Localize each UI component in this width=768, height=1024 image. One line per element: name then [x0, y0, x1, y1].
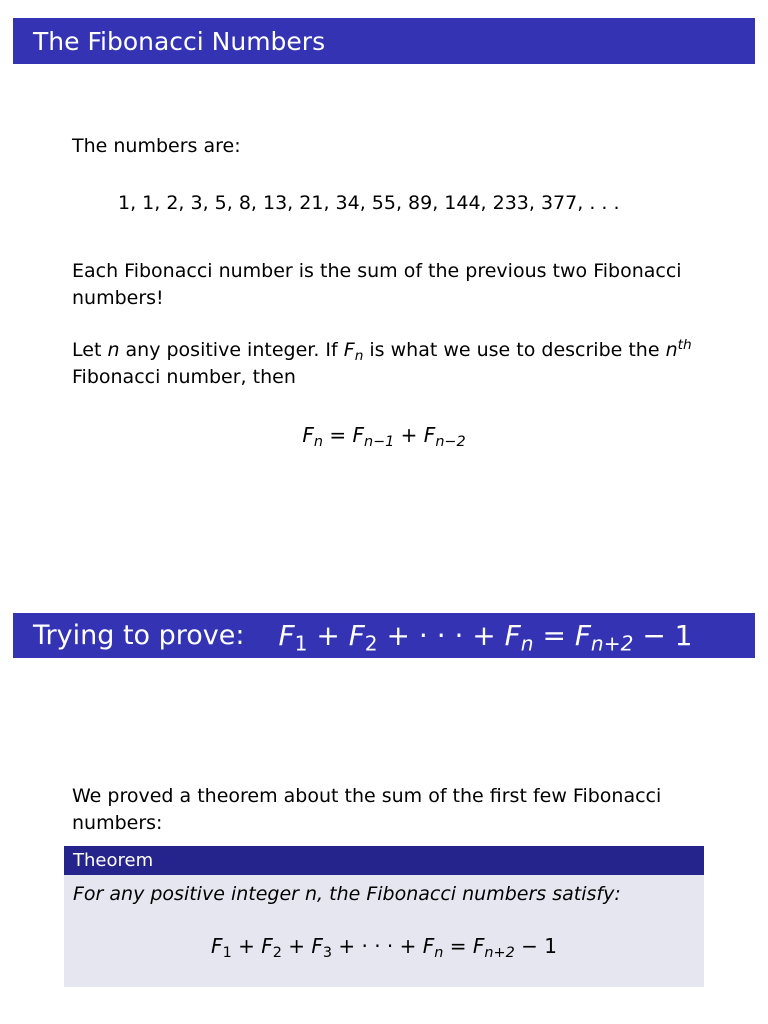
slide1-title: The Fibonacci Numbers	[33, 26, 326, 56]
slide2-title: Trying to prove:	[33, 620, 245, 651]
theorem-intro: We proved a theorem about the sum of the first few Fibonacci numbers:	[72, 785, 662, 834]
recurrence-formula: $F_n = F_{n-1} + F_{n-2}$	[302, 423, 466, 451]
theorem-block	[64, 846, 704, 987]
slide2-title-formula: $F_1 + F_2$ + · · · + $F_n = F_{n+2} - 1$	[278, 619, 693, 656]
theorem-equation: $F_1 + F_2 + F_3$ + · · · + $F_n = F_{n+2} - 1$	[211, 934, 557, 962]
fibonacci-sequence: 1, 1, 2, 3, 5, 8, 13, 21, 34, 55, 89, 144, 233, 377, . . .	[118, 192, 620, 214]
sum-description: Each Fibonacci number is the sum of the previous two Fibonacci numbers!	[72, 260, 682, 309]
numbers-intro: The numbers are:	[72, 135, 241, 157]
theorem-heading: Theorem	[64, 846, 704, 875]
definition-paragraph: Let n any positive integer. If $F_n$ is what we use to describe the $n^{th}$ Fibonacci number, then	[72, 337, 692, 388]
slide1-title-bar	[13, 18, 755, 64]
slide2-title-bar	[13, 613, 755, 658]
theorem-statement: For any positive integer n, the Fibonacci numbers satisfy:	[73, 883, 621, 905]
